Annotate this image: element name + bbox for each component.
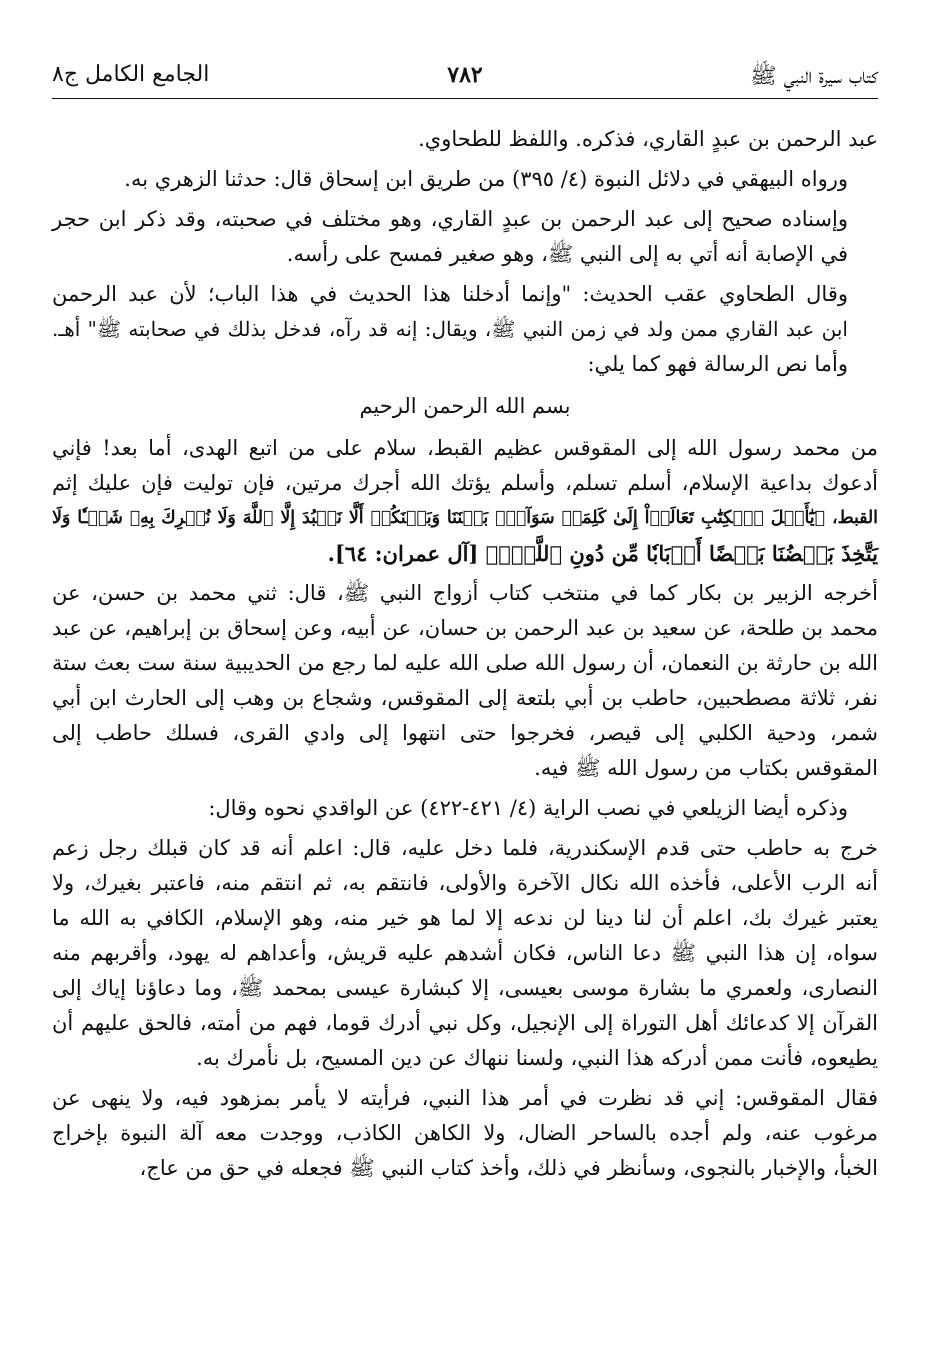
paragraph [52,1081,878,1186]
text-line: وإسناده صحيح إلى عبد الرحمن بن عبدٍ القاري، وهو مختلف في صحبته، وقد ذكر ابن حجر [52,207,848,231]
text-line: يطيعوه، فأنت ممن أدركه هذا النبي، ولسنا ننهاك عن دين المسيح، بل نأمرك به. [196,1046,878,1070]
paragraph [52,576,878,786]
text-line: أخرجه الزبير بن بكار كما في منتخب كتاب أزواج النبي ﷺ، قال: ثني محمد بن حسن، عن [52,581,878,605]
page-number: ٧٨٢ [447,62,483,88]
header-volume: الجامع الكامل ج٨ [52,62,210,87]
letter-line: أدعوك بداعية الإسلام، أسلم تسلم، وأسلم يؤتك الله أجرك مرتين، فإن توليت فإن عليك إثم [52,471,878,495]
text-line: سواه، إن هذا النبي ﷺ دعا الناس، فكان أشدهم عليه قريش، وأعداهم له يهود، وأقربهم منه [52,941,878,965]
text-line: أنه الرب الأعلى، فأخذه الله نكال الآخرة والأولى، فانتقم به، ثم انتقم منه، فاعتبر بغيرك، ولا [52,871,878,895]
header-rule [52,98,878,99]
header-book-title: كتاب سيرة النبي ﷺ [750,64,878,89]
text-line: القرآن إلا كدعائك أهل التوراة إلى الإنجيل، وكل نبي أدرك قوما، فهم من أمته، فالحق عليهم أن [52,1011,878,1035]
running-header [52,52,878,96]
paragraph [52,277,878,382]
basmala: بسم الله الرحمن الرحيم [359,394,571,418]
book-page [52,52,878,1357]
text-line: شمر، ودحية الكلبي إلى قيصر، فخرجوا حتى انتهوا إلى وادي القرى، فسلك حاطب إلى [52,721,878,745]
text-line: الخبأ، والإخبار بالنجوى، وسأنظر في ذلك، وأخذ كتاب النبي ﷺ فجعله في حق من عاج، [139,1156,878,1180]
paragraph [52,831,878,1076]
commentary-section [52,122,878,382]
text-line: ورواه البيهقي في دلائل النبوة (٤/ ٣٩٥) من طريق ابن إسحاق قال: حدثنا الزهري به. [124,167,848,191]
text-line: فقال المقوقس: إني قد نظرت في أمر هذا النبي، فرأيته لا يأمر بمزهود فيه، ولا ينهى عن [52,1086,878,1110]
text-line: في الإصابة أنه أتي به إلى النبي ﷺ، وهو صغير فمسح على رأسه. [286,242,848,266]
text-line: محمد بن طلحة، عن سعيد بن عبد الرحمن بن حسان، عن أبيه، وعن إسحاق بن إبراهيم، عن عبد [52,616,878,640]
letter-line: من محمد رسول الله إلى المقوقس عظيم القبط، سلام على من اتبع الهدى، أما بعد! فإني [52,436,878,460]
paragraph [52,162,878,197]
sources-section [52,576,878,1186]
text-line: المقوقس بكتاب من رسول الله ﷺ فيه. [534,756,878,780]
text-line: وأما نص الرسالة فهو كما يلي: [587,352,848,376]
text-line: خرج به حاطب حتى قدم الإسكندرية، فلما دخل عليه، قال: اعلم أنه قد كان قبلك رجل زعم [52,836,878,860]
paragraph [52,202,878,272]
page-body [52,122,878,1191]
paragraph [52,122,878,157]
text-line: نفر، ثلاثة مصطحبين، حاطب بن أبي بلتعة إلى المقوقس، وشجاع بن وهب إلى الحارث ابن أبي [52,686,878,710]
paragraph [52,791,878,826]
text-line: ابن عبد القاري ممن ولد في زمن النبي ﷺ، ويقال: إنه قد رآه، فدخل بذلك في صحابته ﷺ" أهـ. [52,317,848,341]
letter-line: القبط، ﴿يَٰٓأَهۡلَ ٱلۡكِتَٰبِ تَعَالَوۡاْ إِلَىٰ كَلِمَةٖ سَوَآءِۭ بَيۡنَنَا وَبَيۡنَكُمۡ أَلَّا نَعۡبُدَ إِلَّا ٱللَّهَ وَلَا نُشۡرِكَ بِهِۦ شَيۡـٔٗا وَلَا [52,508,878,528]
text-line: وقال الطحاوي عقب الحديث: "وإنما أدخلنا هذا الحديث في هذا الباب؛ لأن عبد الرحمن [52,282,848,306]
text-line: مرغوب عنه، ولم أجده بالساحر الضال، ولا الكاهن الكاذب، ووجدت معه آلة النبوة بإخراج [52,1121,878,1145]
text-line: يعتبر غيرك بك، اعلم أن لنا دينا لن ندعه إلا لما هو خير منه، وهو الإسلام، الكافي به الله ما [52,906,878,930]
letter-line: يَتَّخِذَ بَعۡضُنَا بَعۡضًا أَرۡبَابٗا مِّن دُونِ ٱللَّهِۚ﴾ [آل عمران: ٦٤]. [327,541,878,566]
text-line: وذكره أيضا الزيلعي في نصب الراية (٤/ ٤٢١-٤٢٢) عن الواقدي نحوه وقال: [208,796,848,820]
letter-text [52,431,878,571]
text-line: عبد الرحمن بن عبدٍ القاري، فذكره. واللفظ للطحاوي. [418,127,878,151]
text-line: النصارى، ولعمري ما بشارة موسى بعيسى، إلا كبشارة عيسى بمحمد ﷺ، وما دعاؤنا إياك إلى [52,976,878,1000]
text-line: الله بن حارثة بن النعمان، أن رسول الله صلى الله عليه لما رجع من الحديبية سنة ست بعث ستة [52,651,878,675]
